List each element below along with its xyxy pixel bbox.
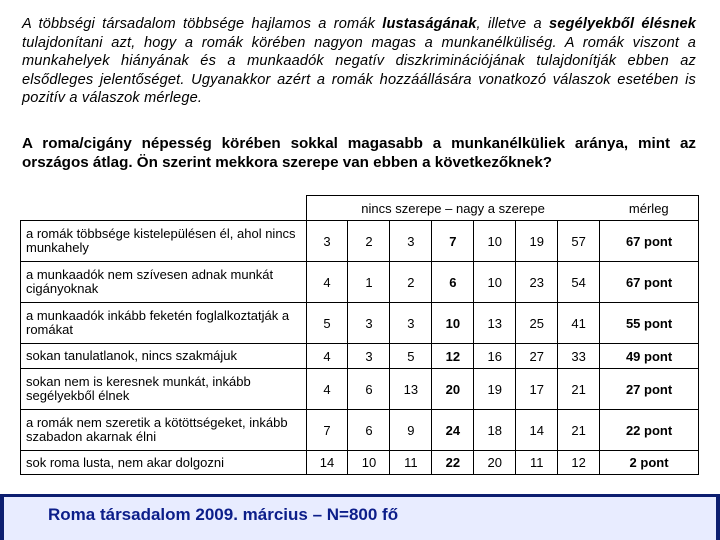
value-cell-3: 3 (390, 303, 432, 344)
footer-source-note: Roma társadalom 2009. március – N=800 fő (48, 505, 399, 524)
table-row (21, 369, 699, 410)
header-blank-cell (21, 196, 307, 221)
row-label: a romák többsége kistelepülésen él, ahol nincs munkahely (21, 221, 307, 262)
value-cell-2: 2 (348, 221, 390, 262)
value-cell-7: 33 (558, 344, 600, 369)
table-row (21, 303, 699, 344)
value-cell-7: 41 (558, 303, 600, 344)
row-label: a munkaadók inkább feketén foglalkoztatják a romákat (21, 303, 307, 344)
value-cell-5: 13 (474, 303, 516, 344)
value-cell-2: 3 (348, 344, 390, 369)
table-header-row (21, 196, 699, 221)
value-cell-4: 6 (432, 262, 474, 303)
value-cell-5: 10 (474, 262, 516, 303)
value-cell-1: 3 (306, 221, 348, 262)
balance-cell: 67 pont (600, 221, 699, 262)
intro-text-2: , illetve a (476, 16, 549, 32)
table-row (21, 221, 699, 262)
value-cell-6: 23 (516, 262, 558, 303)
value-cell-3: 13 (390, 369, 432, 410)
footer-bar (0, 494, 720, 540)
value-cell-4: 24 (432, 410, 474, 451)
value-cell-4: 20 (432, 369, 474, 410)
survey-question: A roma/cigány népesség körében sokkal magasabb a munkanélküliek aránya, mint az országos átlag. Ön szerint mekkora szerepe van ebben a következőknek? (22, 135, 696, 171)
row-label: sokan nem is keresnek munkát, inkább segélyekből élnek (21, 369, 307, 410)
value-cell-1: 4 (306, 344, 348, 369)
value-cell-6: 19 (516, 221, 558, 262)
intro-text-1: A többségi társadalom többsége hajlamos a romák (22, 16, 383, 32)
table-row (21, 451, 699, 475)
table-row (21, 262, 699, 303)
value-cell-3: 11 (390, 451, 432, 475)
row-label: sokan tanulatlanok, nincs szakmájuk (21, 344, 307, 369)
balance-cell: 67 pont (600, 262, 699, 303)
balance-header: mérleg (600, 196, 699, 221)
value-cell-1: 5 (306, 303, 348, 344)
value-cell-3: 3 (390, 221, 432, 262)
value-cell-3: 9 (390, 410, 432, 451)
value-cell-7: 21 (558, 410, 600, 451)
value-cell-1: 7 (306, 410, 348, 451)
value-cell-2: 6 (348, 369, 390, 410)
balance-cell: 2 pont (600, 451, 699, 475)
value-cell-2: 6 (348, 410, 390, 451)
balance-cell: 55 pont (600, 303, 699, 344)
value-cell-6: 17 (516, 369, 558, 410)
balance-cell: 22 pont (600, 410, 699, 451)
value-cell-4: 10 (432, 303, 474, 344)
value-cell-5: 19 (474, 369, 516, 410)
scale-header: nincs szerepe – nagy a szerepe (306, 196, 600, 221)
value-cell-5: 16 (474, 344, 516, 369)
footer-panel (4, 497, 716, 540)
value-cell-2: 10 (348, 451, 390, 475)
value-cell-7: 21 (558, 369, 600, 410)
row-label: sok roma lusta, nem akar dolgozni (21, 451, 307, 475)
balance-cell: 49 pont (600, 344, 699, 369)
value-cell-6: 25 (516, 303, 558, 344)
intro-bold-welfare: segélyekből élésnek (548, 16, 696, 32)
intro-paragraph (22, 15, 696, 108)
value-cell-2: 3 (348, 303, 390, 344)
intro-bold-laziness: lustaságának (382, 16, 477, 32)
value-cell-4: 12 (432, 344, 474, 369)
value-cell-4: 7 (432, 221, 474, 262)
value-cell-1: 14 (306, 451, 348, 475)
value-cell-3: 5 (390, 344, 432, 369)
table-row (21, 410, 699, 451)
row-label: a munkaadók nem szívesen adnak munkát cigányoknak (21, 262, 307, 303)
balance-cell: 27 pont (600, 369, 699, 410)
value-cell-7: 54 (558, 262, 600, 303)
value-cell-5: 10 (474, 221, 516, 262)
intro-text-3: tulajdonítani azt, hogy a romák körében nagyon magas a munkanélküliség. A romák viszont a munkahelyek hiányának és a munkaadók negatív diszkriminációjának tulajdonítják ebben az elsődleges jelentőséget. Ugyanakkor azért a romák hozzáállására vonatkozó válaszok esetében is pozitív a válaszok mérlege. (22, 34, 696, 107)
row-label: a romák nem szeretik a kötöttségeket, inkább szabadon akarnak élni (21, 410, 307, 451)
value-cell-3: 2 (390, 262, 432, 303)
value-cell-7: 57 (558, 221, 600, 262)
value-cell-1: 4 (306, 369, 348, 410)
value-cell-4: 22 (432, 451, 474, 475)
value-cell-1: 4 (306, 262, 348, 303)
value-cell-6: 14 (516, 410, 558, 451)
value-cell-6: 27 (516, 344, 558, 369)
value-cell-2: 1 (348, 262, 390, 303)
value-cell-6: 11 (516, 451, 558, 475)
value-cell-5: 20 (474, 451, 516, 475)
results-table (20, 195, 699, 475)
value-cell-7: 12 (558, 451, 600, 475)
value-cell-5: 18 (474, 410, 516, 451)
table-row (21, 344, 699, 369)
